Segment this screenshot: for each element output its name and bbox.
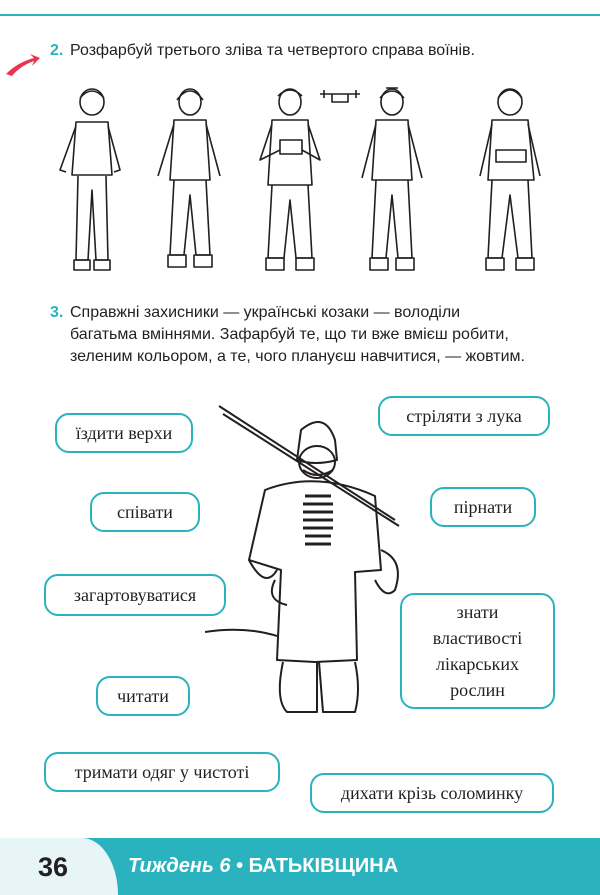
page-number-tab xyxy=(0,838,118,895)
pointer-arrow-icon xyxy=(4,54,40,80)
skill-diving[interactable]: пірнати xyxy=(430,487,536,527)
task-3 xyxy=(50,302,580,368)
skill-archery[interactable]: стріляти з лука xyxy=(378,396,550,436)
page-number: 36 xyxy=(38,852,69,882)
skill-singing[interactable]: співати xyxy=(90,492,200,532)
task-2-text: Розфарбуй третього зліва та четвертого справа воїнів. xyxy=(70,42,475,59)
skill-tempering[interactable]: загартовуватися xyxy=(44,574,226,616)
soldiers-illustration xyxy=(40,80,570,280)
task-3-number: 3. xyxy=(50,304,64,321)
week-title xyxy=(128,855,398,878)
skill-medicinal-plants[interactable]: знати властивості лікарських рослин xyxy=(400,593,555,709)
top-rule xyxy=(0,14,600,16)
cossack-illustration xyxy=(205,400,425,720)
soldier-5 xyxy=(480,89,540,270)
task-3-line-2: багатьма вміннями. Зафарбуй те, що ти вже вмієш робити, xyxy=(70,326,509,343)
skill-ride-horse[interactable]: їздити верхи xyxy=(55,413,193,453)
soldier-4 xyxy=(362,88,422,270)
task-2-number: 2. xyxy=(50,42,64,59)
soldier-1 xyxy=(60,89,120,270)
task-3-line-1: Справжні захисники — українські козаки — володіли xyxy=(70,304,461,321)
task-2 xyxy=(50,40,570,62)
week-label: Тиждень 6 xyxy=(128,855,231,877)
soldier-2 xyxy=(158,89,220,267)
skill-reading[interactable]: читати xyxy=(96,676,190,716)
week-topic: БАТЬКІВЩИНА xyxy=(248,855,399,877)
task-3-line-3: зеленим кольором, а те, чого плануєш навчитися, — жовтим. xyxy=(70,348,525,365)
week-separator: • xyxy=(230,855,249,877)
soldier-3 xyxy=(260,89,360,270)
skill-clean-clothes[interactable]: тримати одяг у чистоті xyxy=(44,752,280,792)
footer xyxy=(0,838,600,895)
skill-breathe-through-straw[interactable]: дихати крізь соломинку xyxy=(310,773,554,813)
